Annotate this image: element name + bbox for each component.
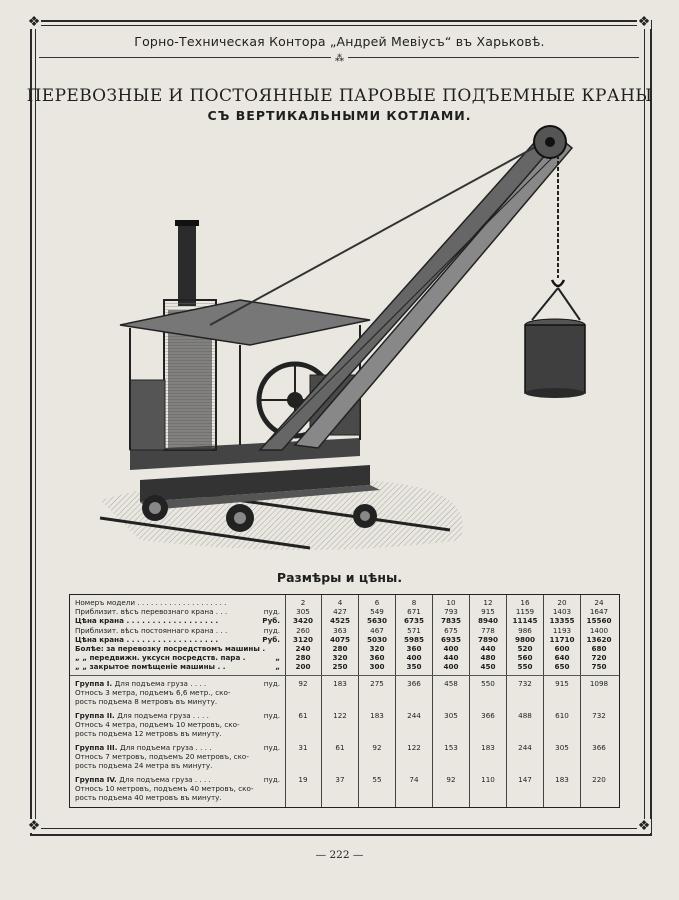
table-cell: 571 bbox=[407, 625, 421, 635]
corner-ornament-icon: ❖ bbox=[27, 818, 41, 834]
table-cell: 13620 bbox=[586, 634, 612, 644]
page-number: — 222 — bbox=[315, 849, 364, 861]
table-cell: 13355 bbox=[549, 616, 575, 626]
group-unit: пуд. bbox=[263, 775, 280, 784]
table-cell: 350 bbox=[406, 662, 422, 672]
table-cell: 1159 bbox=[515, 607, 535, 617]
table-cell: 1403 bbox=[552, 607, 572, 617]
table-cell: 61 bbox=[335, 743, 345, 752]
group-block bbox=[75, 679, 285, 706]
group-line: Относъ 4 метра, подъемъ 10 метровъ, ско- bbox=[75, 720, 240, 729]
table-cell: 24 bbox=[594, 598, 604, 607]
table-cell: 20 bbox=[557, 598, 567, 607]
table-cell: 220 bbox=[592, 775, 606, 784]
header-ornament: ⁂ bbox=[0, 54, 679, 64]
table-cell: 400 bbox=[406, 653, 422, 663]
row-label: Болѣе: за перевозку посредствомъ машины . bbox=[75, 645, 266, 653]
table-cell: 10 bbox=[446, 598, 456, 607]
table-cell: 110 bbox=[481, 775, 495, 784]
row-unit: Руб. bbox=[262, 634, 280, 644]
row-label: „ „ передвижн. уксусн посредств. пара . bbox=[75, 654, 246, 663]
row-unit: „ bbox=[275, 662, 280, 672]
row-label: Цѣна крана . . . . . . . . . . . . . . . . . . bbox=[75, 635, 219, 644]
group-block bbox=[75, 711, 285, 738]
group-unit: пуд. bbox=[263, 679, 280, 688]
table-cell: 778 bbox=[481, 625, 495, 635]
group-line: Относъ 10 метровъ, подъемъ 40 метровъ, ско- bbox=[75, 784, 254, 793]
table-cell: 480 bbox=[480, 653, 496, 663]
table-cell: 320 bbox=[332, 653, 348, 663]
table-cell: 3120 bbox=[292, 634, 313, 644]
company-header: Горно-Техническая Контора „Андрей Мевіусъ“ въ Харьковѣ. bbox=[134, 34, 545, 49]
table-cell: 4 bbox=[337, 598, 343, 607]
table-cell: 467 bbox=[370, 625, 384, 635]
table-cell: 732 bbox=[592, 711, 606, 720]
group-block bbox=[75, 775, 285, 802]
table-cell: 675 bbox=[444, 625, 458, 635]
table-cell: 450 bbox=[480, 662, 496, 672]
group-title: Группа IV. bbox=[75, 775, 120, 784]
row-unit: пуд. bbox=[263, 607, 280, 617]
table-cell: 366 bbox=[592, 743, 606, 752]
group-line: Для подъема груза . . . . bbox=[117, 711, 209, 720]
table-cell: 1400 bbox=[589, 625, 609, 635]
page-subtitle: СЪ ВЕРТИКАЛЬНЫМИ КОТЛАМИ. bbox=[207, 108, 472, 123]
table-cell: 5630 bbox=[366, 616, 387, 626]
table-cell: 305 bbox=[555, 743, 569, 752]
table-cell: 366 bbox=[481, 711, 495, 720]
group-line: рость подъема 24 метра въ минуту. bbox=[75, 761, 213, 770]
table-cell: 16 bbox=[520, 598, 530, 607]
table-cell: 11145 bbox=[512, 616, 538, 626]
table-cell: 300 bbox=[369, 662, 385, 672]
table-cell: 6735 bbox=[403, 616, 424, 626]
table-cell: 92 bbox=[372, 743, 382, 752]
table-cell: 7890 bbox=[477, 634, 498, 644]
table-cell: 122 bbox=[407, 743, 421, 752]
table-cell: 240 bbox=[295, 644, 311, 653]
table-cell: 6935 bbox=[440, 634, 461, 644]
table-cell: 488 bbox=[518, 711, 532, 720]
table-cell: 400 bbox=[443, 662, 459, 672]
table-cell: 8940 bbox=[477, 616, 498, 626]
table-cell: 280 bbox=[295, 653, 311, 663]
table-cell: 37 bbox=[335, 775, 345, 784]
table-cell: 550 bbox=[481, 679, 495, 688]
table-cell: 793 bbox=[444, 607, 458, 617]
table-cell: 275 bbox=[370, 679, 384, 688]
group-unit: пуд. bbox=[263, 743, 280, 752]
table-cell: 92 bbox=[446, 775, 456, 784]
table-cell: 680 bbox=[591, 644, 607, 653]
table-cell: 8 bbox=[411, 598, 417, 607]
table-cell: 520 bbox=[517, 644, 533, 653]
table-cell: 4075 bbox=[329, 634, 350, 644]
table-cell: 1098 bbox=[589, 679, 609, 688]
table-cell: 6 bbox=[374, 598, 380, 607]
table-cell: 305 bbox=[296, 607, 310, 617]
table-cell: 147 bbox=[518, 775, 532, 784]
table-cell: 732 bbox=[518, 679, 532, 688]
table-cell: 650 bbox=[554, 662, 570, 672]
table-cell: 55 bbox=[372, 775, 382, 784]
table-caption: Размѣры и цѣны. bbox=[276, 570, 403, 585]
table-cell: 5985 bbox=[403, 634, 424, 644]
group-line: рость подъема 8 метровъ въ минуту. bbox=[75, 697, 218, 706]
table-cell: 360 bbox=[369, 653, 385, 663]
row-unit: Руб. bbox=[262, 616, 280, 626]
table-cell: 363 bbox=[333, 625, 347, 635]
table-cell: 560 bbox=[517, 653, 533, 663]
table-cell: 427 bbox=[333, 607, 347, 617]
group-line: Для подъема груза . . . . bbox=[119, 743, 212, 752]
table-cell: 986 bbox=[518, 625, 532, 635]
table-cell: 915 bbox=[481, 607, 495, 617]
table-cell: 400 bbox=[443, 644, 459, 653]
table-cell: 244 bbox=[518, 743, 532, 752]
table-cell: 7835 bbox=[440, 616, 461, 626]
table-cell: 671 bbox=[407, 607, 421, 617]
table-cell: 320 bbox=[369, 644, 385, 653]
table-cell: 440 bbox=[480, 644, 496, 653]
page-title: ПЕРЕВОЗНЫЕ И ПОСТОЯННЫЕ ПАРОВЫЕ ПОДЪЕМНЫЕ КРАНЫ bbox=[26, 86, 653, 106]
group-unit: пуд. bbox=[263, 711, 280, 720]
corner-ornament-icon: ❖ bbox=[637, 14, 651, 30]
row-unit: пуд. bbox=[263, 625, 280, 635]
table-cell: 153 bbox=[444, 743, 458, 752]
row-label: Приблизит. вѣсъ постояннаго крана . . . bbox=[75, 626, 228, 635]
row-label: Цѣна крана . . . . . . . . . . . . . . . . . . bbox=[75, 617, 219, 626]
table-cell: 600 bbox=[554, 644, 570, 653]
table-cell: 183 bbox=[555, 775, 569, 784]
table-cell: 366 bbox=[407, 679, 421, 688]
corner-ornament-icon: ❖ bbox=[637, 818, 651, 834]
table-cell: 640 bbox=[554, 653, 570, 663]
table-cell: 260 bbox=[296, 625, 310, 635]
table-cell: 11710 bbox=[549, 634, 575, 644]
table-cell: 610 bbox=[555, 711, 569, 720]
table-cell: 19 bbox=[298, 775, 308, 784]
table-cell: 31 bbox=[298, 743, 308, 752]
table-cell: 915 bbox=[555, 679, 569, 688]
table-cell: 360 bbox=[406, 644, 422, 653]
table-cell: 1193 bbox=[552, 625, 572, 635]
group-line: Относъ 3 метра, подъемъ 6,6 метр., ско- bbox=[75, 688, 231, 697]
table-cell: 244 bbox=[407, 711, 421, 720]
group-line: Для подъема груза . . . . bbox=[119, 775, 211, 784]
row-label: Номеръ модели . . . . . . . . . . . . . . . . . . . . bbox=[75, 599, 227, 607]
group-line: Для подъема груза . . . . bbox=[114, 679, 207, 688]
group-title: Группа II. bbox=[75, 711, 118, 720]
table-cell: 92 bbox=[298, 679, 308, 688]
group-line: рость подъема 12 метровъ въ минуту. bbox=[75, 729, 222, 738]
table-cell: 550 bbox=[517, 662, 533, 672]
group-title: Группа III. bbox=[75, 743, 120, 752]
table-cell: 12 bbox=[483, 598, 493, 607]
table-cell: 183 bbox=[370, 711, 384, 720]
table-cell: 183 bbox=[481, 743, 495, 752]
table-cell: 122 bbox=[333, 711, 347, 720]
table-cell: 750 bbox=[591, 662, 607, 672]
table-cell: 720 bbox=[591, 653, 607, 663]
table-cell: 9800 bbox=[514, 634, 535, 644]
table-cell: 61 bbox=[298, 711, 308, 720]
row-label: „ „ закрытое помѣщеніе машины . . bbox=[75, 663, 226, 672]
table-cell: 305 bbox=[444, 711, 458, 720]
table-cell: 4525 bbox=[329, 616, 350, 626]
group-block bbox=[75, 743, 285, 770]
table-cell: 74 bbox=[409, 775, 419, 784]
table-cell: 280 bbox=[332, 644, 348, 653]
table-cell: 15560 bbox=[586, 616, 612, 626]
table-cell: 3420 bbox=[292, 616, 313, 626]
table-cell: 440 bbox=[443, 653, 459, 663]
table-cell: 183 bbox=[333, 679, 347, 688]
group-line: Относъ 7 метровъ, подъемъ 20 метровъ, ско- bbox=[75, 752, 249, 761]
table-cell: 5030 bbox=[366, 634, 387, 644]
prices-table bbox=[69, 594, 620, 808]
table-cell: 2 bbox=[300, 598, 306, 607]
table-cell: 549 bbox=[370, 607, 384, 617]
steam-crane-illustration bbox=[60, 120, 620, 560]
table-cell: 1647 bbox=[589, 607, 609, 617]
row-unit: „ bbox=[275, 653, 280, 663]
table-cell: 200 bbox=[295, 662, 311, 672]
section-divider bbox=[70, 675, 619, 676]
group-title: Группа I. bbox=[75, 679, 115, 688]
table-cell: 250 bbox=[332, 662, 348, 672]
group-line: рость подъема 40 метровъ въ минуту. bbox=[75, 793, 222, 802]
table-cell: 458 bbox=[444, 679, 458, 688]
corner-ornament-icon: ❖ bbox=[27, 14, 41, 30]
row-label: Приблизит. вѣсъ перевознаго крана . . . bbox=[75, 608, 228, 617]
